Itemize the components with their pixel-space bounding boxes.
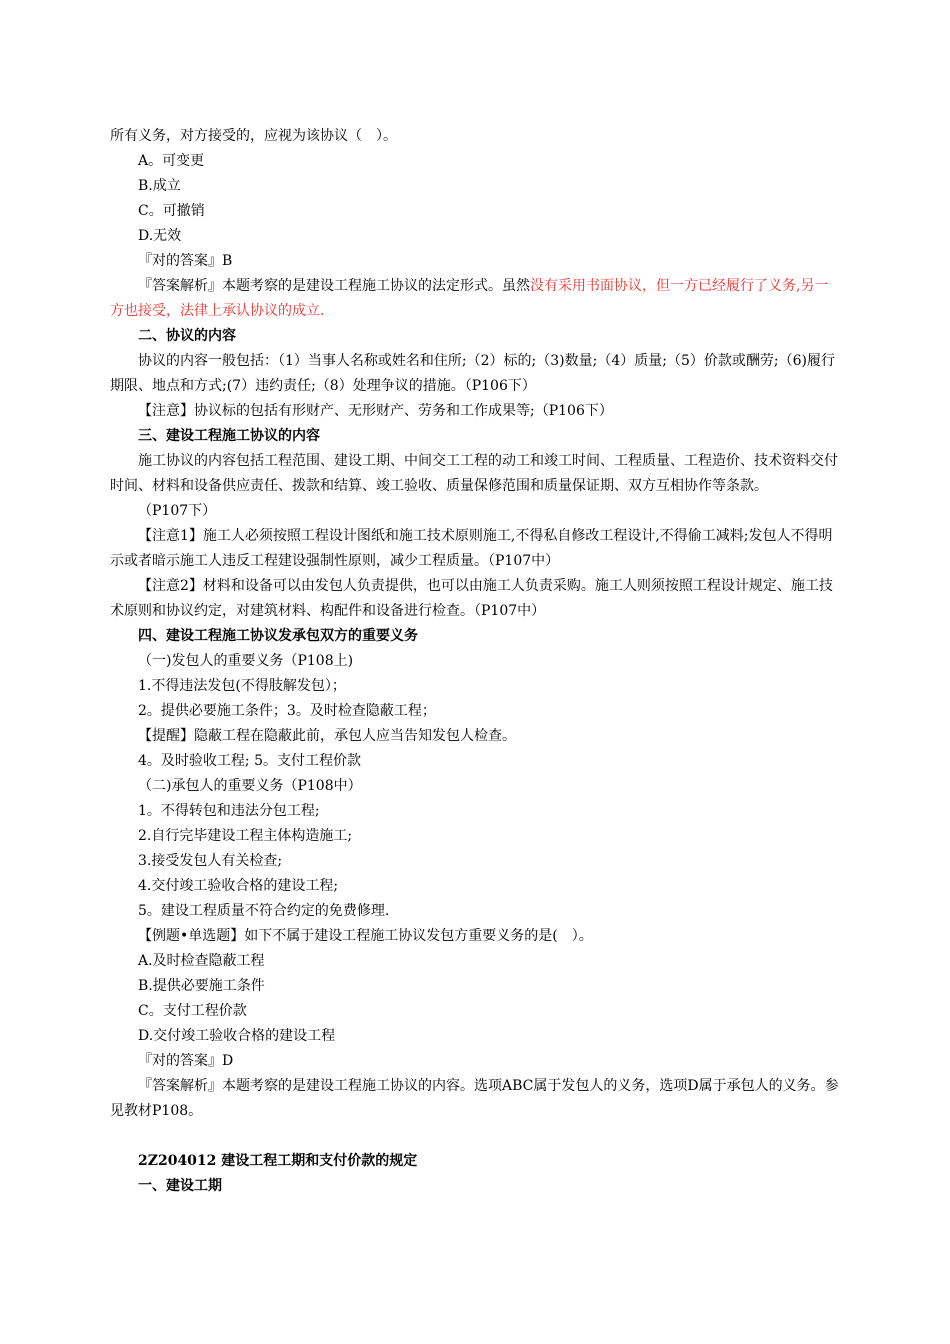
list-item: 4.交付竣工验收合格的建设工程; bbox=[138, 878, 339, 894]
document-body bbox=[110, 124, 840, 1199]
list-item: 5。建设工程质量不符合约定的免费修理. bbox=[138, 903, 390, 919]
option-a: A.及时检查隐蔽工程 bbox=[138, 953, 265, 969]
list-item: 2。提供必要施工条件；3。及时检查隐蔽工程； bbox=[138, 703, 436, 719]
question-stem-continued: 所有义务，对方接受的，应视为该协议（ ）。 bbox=[110, 128, 397, 144]
section-heading-2: 二、协议的内容 bbox=[138, 328, 236, 344]
answer-explanation-text: 『答案解析』本题考察的是建设工程施工协议的法定形式。虽然 bbox=[138, 278, 530, 294]
section-code-heading: 2Z204012 建设工程工期和支付价款的规定 bbox=[138, 1153, 418, 1169]
subsection-heading: （一)发包人的重要义务（P108上) bbox=[138, 653, 354, 669]
option-a: A。可变更 bbox=[138, 153, 205, 169]
note: 【注意】协议标的包括有形财产、无形财产、劳务和工作成果等;（P106下） bbox=[138, 403, 613, 419]
option-b: B.成立 bbox=[138, 178, 181, 194]
option-c: C。可撤销 bbox=[138, 203, 205, 219]
example-question: 【例题•单选题】如下不属于建设工程施工协议发包方重要义务的是( ）。 bbox=[138, 928, 593, 944]
note-2: 【注意2】材料和设备可以由发包人负责提供，也可以由施工人负责采购。施工人则须按照工程设计规定、施工技术原则和协议约定，对建筑材料、构配件和设备进行检查。（P107中） bbox=[110, 578, 833, 619]
option-b: B.提供必要施工条件 bbox=[138, 978, 265, 994]
section-heading-3: 三、建设工程施工协议的内容 bbox=[138, 428, 320, 444]
correct-answer: 『对的答案』D bbox=[138, 1053, 234, 1069]
option-d: D.无效 bbox=[138, 228, 182, 244]
section-heading-4: 四、建设工程施工协议发承包双方的重要义务 bbox=[138, 628, 418, 644]
answer-explanation: 『答案解析』本题考察的是建设工程施工协议的内容。选项ABC属于发包人的义务，选项D属于承包人的义务。参见教材P108。 bbox=[110, 1078, 839, 1119]
subsection-heading: （二)承包人的重要义务（P108中） bbox=[138, 778, 362, 794]
correct-answer: 『对的答案』B bbox=[138, 253, 233, 269]
option-d: D.交付竣工验收合格的建设工程 bbox=[138, 1028, 336, 1044]
spacer bbox=[110, 1124, 840, 1149]
paragraph: 施工协议的内容包括工程范围、建设工期、中间交工工程的动工和竣工时间、工程质量、工程造价、技术资料交付时间、材料和设备供应责任、拨款和结算、竣工验收、质量保修范围和质量保证期、双方互相协作等条款。 bbox=[110, 453, 838, 494]
list-item: 4。及时验收工程; 5。支付工程价款 bbox=[138, 753, 361, 769]
list-item: 1.不得违法发包(不得肢解发包）； bbox=[138, 678, 346, 694]
answer-explanation bbox=[110, 274, 840, 324]
option-c: C。支付工程价款 bbox=[138, 1003, 247, 1019]
page-reference: （P107下） bbox=[138, 503, 217, 519]
list-item: 2.自行完毕建设工程主体构造施工; bbox=[138, 828, 353, 844]
list-item: 3.接受发包人有关检查; bbox=[138, 853, 283, 869]
list-item: 1。不得转包和违法分包工程; bbox=[138, 803, 320, 819]
paragraph: 协议的内容一般包括：（1）当事人名称或姓名和住所;（2）标的;（3)数量;（4）质量;（5）价款或酬劳;（6)履行期限、地点和方式;(7）违约责任;（8）处理争议的措施。（P106下） bbox=[110, 353, 835, 394]
reminder: 【提醒】隐蔽工程在隐蔽此前，承包人应当告知发包人检查。 bbox=[138, 728, 516, 744]
section-heading-1: 一、建设工期 bbox=[138, 1178, 222, 1194]
note-1: 【注意1】施工人必须按照工程设计图纸和施工技术原则施工,不得私自修改工程设计,不得偷工减料;发包人不得明示或者暗示施工人违反工程建设强制性原则，减少工程质量。（P107中） bbox=[110, 528, 833, 569]
answer-explanation-highlight: 没有采用书面协议，但一方已经履行了义务,另一方也接受，法律上承认协议的成立. bbox=[110, 278, 829, 319]
